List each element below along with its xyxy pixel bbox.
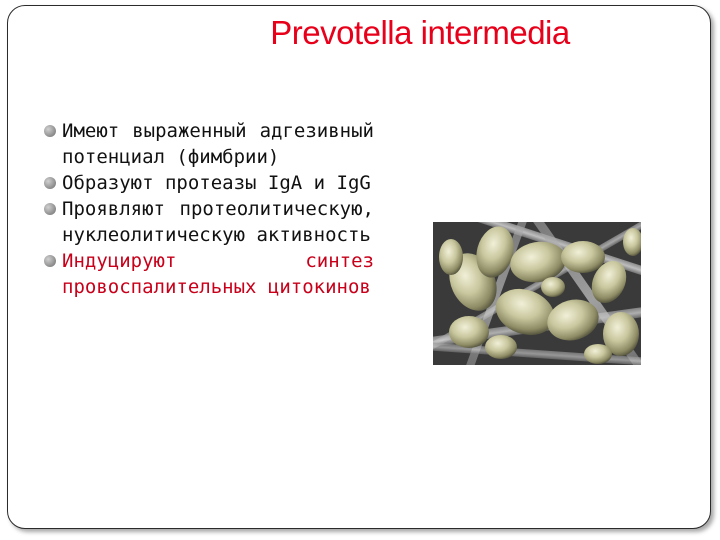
bullet-item bbox=[44, 196, 374, 248]
bullet-dot-icon bbox=[44, 177, 56, 189]
bullet-text: Образуют протеазы IgA и IgG bbox=[62, 172, 371, 194]
bullet-text: Имеют выраженный адгезивный потенциал (фимбрии) bbox=[62, 120, 374, 168]
bullet-dot-icon bbox=[44, 203, 56, 215]
bullet-item bbox=[44, 170, 374, 196]
bullet-text: Индуцируют синтез провоспалительных цитокинов bbox=[62, 250, 374, 298]
bullet-item bbox=[44, 248, 374, 300]
slide-title: Prevotella intermedia bbox=[270, 14, 570, 51]
bacteria-micrograph-icon bbox=[433, 222, 641, 365]
bullet-item bbox=[44, 118, 374, 170]
bullet-list bbox=[44, 118, 374, 300]
bullet-dot-icon bbox=[44, 125, 56, 137]
bullet-dot-icon bbox=[44, 255, 56, 267]
bullet-text: Проявляют протеолитическую, нуклеолитическую активность bbox=[62, 198, 374, 246]
bacteria-micrograph-image bbox=[433, 222, 641, 365]
